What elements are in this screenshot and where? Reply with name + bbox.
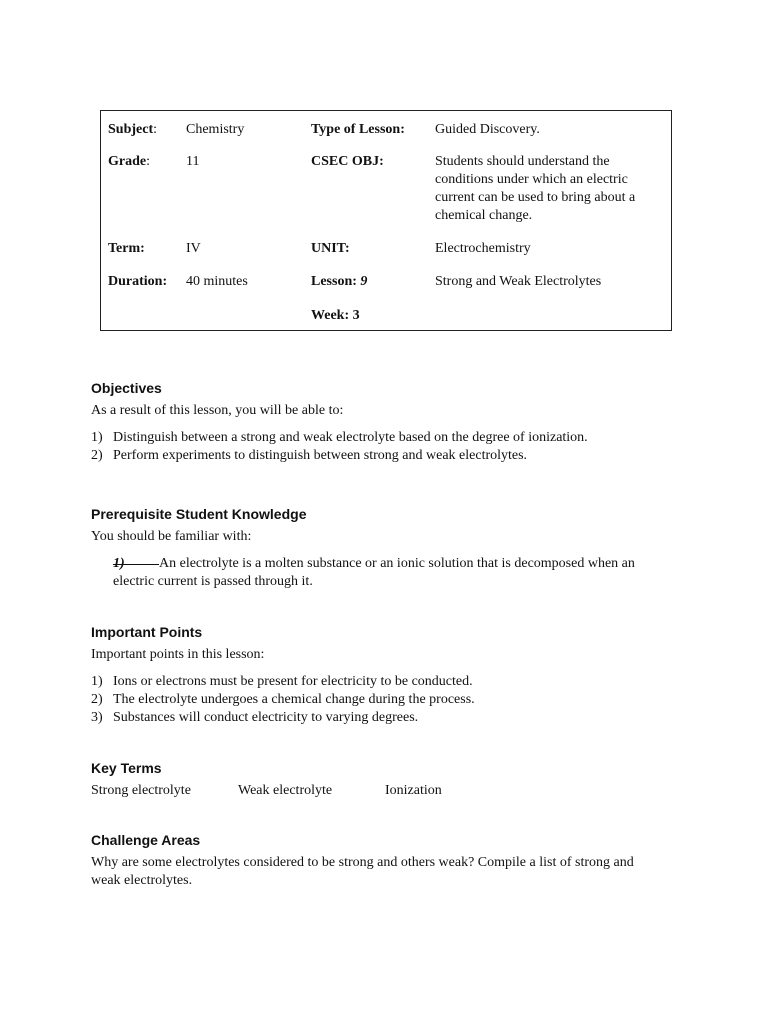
type-of-lesson-value: Guided Discovery. [435,122,540,137]
csec-obj-line: Students should understand the [435,154,610,169]
duration-label: Duration: [108,274,168,289]
list-item [91,447,691,465]
term-label: Term: [108,241,145,256]
csec-obj-label: CSEC OBJ: [311,154,384,169]
objectives-section [91,379,691,465]
key-terms-heading: Key Terms [91,760,162,776]
key-term: Strong electrolyte [91,783,191,798]
list-item-text: Substances will conduct electricity to varying degrees. [113,710,419,725]
key-terms-section [91,759,691,800]
list-item-text: Perform experiments to distinguish between strong and weak electrolytes. [113,448,528,463]
csec-obj-line: chemical change. [435,208,533,223]
objectives-intro: As a result of this lesson, you will be able to: [91,403,344,418]
subject-label: Subject [108,122,154,137]
strike-line [113,564,159,565]
lesson-value: Strong and Weak Electrolytes [435,274,602,289]
grade-label-wrap: Grade: [108,154,150,169]
lesson-info-table [100,110,672,331]
important-points-section [91,623,691,727]
list-item-text: The electrolyte undergoes a chemical change during the process. [113,692,475,707]
list-item [91,691,691,709]
csec-obj-value [435,153,660,225]
subject-value: Chemistry [186,122,245,137]
key-terms-row [91,782,691,800]
key-term: Weak electrolyte [238,783,333,798]
prerequisite-heading: Prerequisite Student Knowledge [91,506,307,522]
type-of-lesson-label: Type of Lesson: [311,122,405,137]
list-item-number: 1) [91,674,103,689]
struck-number-wrap [113,555,163,573]
lesson-label-wrap [311,273,367,291]
objectives-list [91,429,691,465]
list-item [91,429,691,447]
list-item-number: 2) [91,692,103,707]
duration-value: 40 minutes [186,274,248,289]
important-points-heading: Important Points [91,624,203,640]
important-points-intro: Important points in this lesson: [91,647,265,662]
objectives-heading: Objectives [91,380,162,396]
list-item-text: Ions or electrons must be present for electricity to be conducted. [113,674,473,689]
term-value: IV [186,241,201,256]
prerequisite-text-line-1: An electrolyte is a molten substance or an ionic solution that is decomposed when an [159,556,635,571]
list-item [91,709,691,727]
grade-label: Grade [108,154,147,169]
prerequisite-intro: You should be familiar with: [91,529,252,544]
csec-obj-line: conditions under which an electric [435,172,628,187]
grade-value: 11 [186,154,200,169]
key-term: Ionization [385,783,442,798]
lesson-label: Lesson: [311,274,357,289]
challenge-text-line-2: weak electrolytes. [91,873,193,888]
subject-label-wrap: Subject: [108,122,158,137]
important-points-list [91,673,691,727]
lesson-number: 9 [360,274,368,289]
prerequisite-section [91,505,691,591]
prerequisite-text-line-2: electric current is passed through it. [113,574,313,589]
csec-obj-line: current can be used to bring about a [435,190,636,205]
list-item-number: 3) [91,710,103,725]
unit-value: Electrochemistry [435,241,531,256]
challenge-text-line-1: Why are some electrolytes considered to be strong and others weak? Compile a list of strong and [91,855,634,870]
unit-label: UNIT: [311,241,350,256]
week-label: Week: 3 [311,308,360,323]
challenge-section [91,831,691,890]
prerequisite-item [91,555,691,591]
list-item-number: 2) [91,448,103,463]
challenge-heading: Challenge Areas [91,832,201,848]
list-item-text: Distinguish between a strong and weak electrolyte based on the degree of ionization. [113,430,588,445]
list-item-number: 1) [91,430,103,445]
list-item [91,673,691,691]
